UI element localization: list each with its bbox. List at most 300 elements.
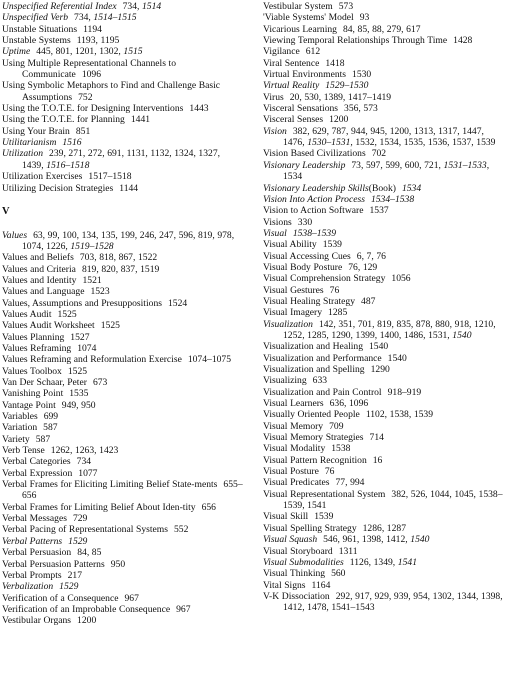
index-entry — [263, 80, 505, 91]
index-page-refs — [22, 230, 234, 252]
index-page-refs — [352, 69, 371, 80]
index-entry — [2, 524, 244, 535]
index-page-refs — [68, 366, 87, 377]
index-page-refs — [62, 137, 81, 148]
page-ref: 1525 — [100, 320, 120, 332]
index-page-refs — [77, 343, 96, 354]
index-entry — [263, 511, 505, 522]
index-term: Visual Pattern Recognition — [263, 454, 367, 466]
page-ref: 1538 — [331, 443, 351, 455]
index-page-refs — [360, 12, 370, 23]
page-ref: 76, 129 — [348, 261, 378, 273]
index-page-refs — [101, 320, 120, 331]
page-ref: 77, 994 — [335, 477, 365, 489]
index-entry — [263, 58, 505, 69]
index-term: Vision — [263, 125, 287, 137]
page-ref: 382, 526, 1044, 1045, 1538–1539, 1541 — [283, 488, 503, 512]
index-page-refs — [339, 1, 353, 12]
index-page-refs — [293, 228, 336, 239]
page-ref: 1539 — [314, 511, 334, 523]
index-entry — [2, 58, 244, 81]
page-ref: 1540 — [410, 534, 430, 546]
index-entry — [263, 421, 505, 432]
index-term: Values and Criteria — [2, 263, 76, 275]
index-entry — [263, 103, 505, 114]
index-column-right — [263, 1, 505, 614]
index-term: Utilization — [2, 148, 44, 160]
index-entry — [263, 319, 505, 342]
page-ref: 587 — [43, 422, 58, 434]
index-page-refs — [68, 536, 87, 547]
page-ref: 20, 530, 1389, 1417–1419 — [289, 91, 392, 103]
index-entry — [263, 228, 505, 239]
index-page-refs — [339, 546, 358, 557]
index-term: Visual Imagery — [263, 307, 323, 319]
index-page-refs — [453, 35, 472, 46]
index-entry — [2, 264, 244, 275]
index-entry — [263, 239, 505, 250]
index-page-refs — [70, 332, 89, 343]
index-entry — [263, 534, 505, 545]
index-term: Vantage Point — [2, 399, 56, 411]
index-page-refs — [124, 593, 138, 604]
index-term: V-K Dissociation — [263, 590, 330, 602]
index-entry — [263, 557, 505, 568]
index-entry — [263, 409, 505, 420]
index-page-refs — [44, 411, 58, 422]
index-entry — [263, 262, 505, 273]
index-term: Values, Assumptions and Presuppositions — [2, 297, 162, 309]
index-entry — [263, 353, 505, 364]
page-ref: 655–656 — [22, 479, 243, 502]
index-page-refs — [348, 262, 377, 273]
index-page-refs — [90, 286, 109, 297]
page-ref: 1443 — [189, 103, 209, 115]
index-page-refs — [62, 400, 96, 411]
page-ref: 16 — [372, 454, 383, 466]
index-entry — [263, 69, 505, 80]
index-entry — [2, 80, 244, 103]
page-ref: 1539 — [322, 239, 342, 251]
index-term: Values and Language — [2, 286, 85, 298]
index-entry — [2, 12, 244, 23]
index-page-refs — [314, 511, 333, 522]
index-term: Visual Predicates — [263, 477, 330, 489]
index-page-refs — [283, 126, 495, 148]
index-term: Viewing Temporal Relationships Through Time — [263, 35, 448, 47]
index-page-refs — [59, 581, 78, 592]
index-entry — [2, 252, 244, 263]
index-term: Verification of an Improbable Consequence — [2, 603, 171, 615]
page-ref: 1285 — [328, 307, 348, 319]
index-page-refs — [343, 24, 421, 35]
page-ref: 1286, 1287 — [362, 522, 406, 534]
page-ref: 1527 — [70, 331, 90, 343]
index-term: Visual Storyboard — [263, 545, 333, 557]
index-term: Using the T.O.T.E. for Designing Interventions — [2, 103, 184, 115]
index-term: Values — [2, 229, 28, 241]
index-term: Values Reframing — [2, 342, 72, 354]
index-term: Using the T.O.T.E. for Planning — [2, 114, 125, 126]
page-ref: 656 — [201, 501, 216, 513]
index-page-refs — [76, 126, 90, 137]
index-term: Verb Tense — [2, 445, 45, 457]
index-page-refs — [68, 570, 82, 581]
index-page-refs — [111, 559, 125, 570]
index-page-refs — [88, 171, 131, 182]
index-entry — [263, 92, 505, 103]
index-term: 'Viable Systems' Model — [263, 12, 354, 24]
index-page-refs — [391, 273, 410, 284]
index-entry — [263, 46, 505, 57]
index-entry — [2, 559, 244, 570]
index-entry — [2, 332, 244, 343]
index-entry — [263, 523, 505, 534]
index-term: Verbal Frames for Eliciting Limiting Belief State-ments — [2, 479, 218, 491]
page-ref: 949, 950 — [61, 399, 96, 411]
index-entry — [263, 194, 505, 205]
index-page-refs — [325, 466, 335, 477]
index-page-refs — [51, 445, 119, 456]
index-entry — [2, 468, 244, 479]
index-entry — [263, 432, 505, 443]
page-ref: , 1534 — [283, 159, 490, 183]
index-page-refs — [325, 80, 368, 91]
index-page-refs — [283, 319, 496, 341]
index-term: Values Planning — [2, 331, 65, 343]
index-entry — [263, 148, 505, 159]
index-term: Vestibular System — [263, 1, 333, 12]
index-entry — [2, 388, 244, 399]
page-ref: 6, 7, 76 — [356, 250, 386, 262]
index-term: Unstable Systems — [2, 35, 71, 47]
index-entry — [2, 513, 244, 524]
page-ref: 1126, 1349, — [349, 556, 398, 568]
index-page-refs — [331, 568, 345, 579]
index-entry — [2, 343, 244, 354]
index-page-refs — [77, 615, 96, 626]
index-page-refs — [388, 353, 407, 364]
index-entry — [2, 570, 244, 581]
index-page-refs — [77, 547, 101, 558]
page-ref: 612 — [305, 46, 321, 58]
page-ref: 699 — [43, 411, 59, 423]
page-ref: 1535 — [69, 388, 89, 400]
index-entry — [2, 24, 244, 35]
index-term: Utilitarianism — [2, 137, 57, 149]
page-ref: 918–919 — [387, 386, 422, 398]
index-entry — [263, 35, 505, 46]
page-ref: 1428 — [453, 35, 473, 47]
index-entry — [2, 137, 244, 148]
page-ref: 76 — [324, 466, 335, 478]
index-page-refs — [22, 148, 220, 170]
index-column-left — [2, 1, 244, 627]
index-entry — [263, 251, 505, 262]
index-page-refs — [78, 468, 97, 479]
index-term: Verbal Categories — [2, 456, 71, 468]
page-ref: 1540 — [387, 352, 407, 364]
page-ref: 734, — [74, 12, 94, 24]
page-ref: 1418 — [325, 57, 345, 69]
page-ref: 1534–1538 — [370, 193, 415, 205]
index-page-refs — [73, 513, 87, 524]
index-page-refs — [313, 375, 327, 386]
page-ref: 709 — [329, 420, 344, 432]
index-term: Van Der Schaar, Peter — [2, 377, 87, 388]
index-term: Using Multiple Representational Channels to Communicate — [2, 57, 176, 81]
index-entry — [2, 354, 244, 365]
index-term: Vision to Action Software — [263, 205, 364, 217]
page-ref: 1262, 1263, 1423 — [50, 445, 119, 457]
index-page-refs — [74, 12, 137, 23]
index-entry — [263, 24, 505, 35]
page-ref: 1077 — [78, 467, 98, 479]
page-ref: 1144 — [119, 182, 139, 194]
index-term: Verbal Persuasion Patterns — [2, 558, 105, 570]
index-page-refs — [329, 114, 348, 125]
page-ref: 1529–1530 — [325, 80, 369, 92]
spacer — [2, 218, 244, 229]
index-page-refs — [369, 341, 388, 352]
index-page-refs — [82, 275, 101, 286]
page-ref: 967 — [124, 592, 139, 604]
index-term: Values Toolbox — [2, 365, 62, 377]
page-ref: 1537 — [369, 205, 389, 217]
index-entry — [2, 411, 244, 422]
page-ref: 1516–1518 — [46, 159, 90, 171]
page-ref: 1529 — [59, 581, 79, 593]
index-page-refs — [328, 307, 347, 318]
index-page-refs — [176, 604, 190, 615]
spacer — [2, 194, 244, 205]
index-entry — [2, 183, 244, 194]
index-page-refs — [82, 69, 101, 80]
index-page-refs — [402, 183, 421, 194]
index-term: Visual Healing Strategy — [263, 295, 356, 307]
index-entry — [263, 477, 505, 488]
index-entry — [263, 217, 505, 228]
index-page-refs — [188, 354, 231, 365]
page-ref: 84, 85 — [77, 547, 102, 559]
index-page-refs — [131, 114, 150, 125]
index-entry — [263, 443, 505, 454]
index-term: Visual Modality — [263, 443, 326, 455]
page-ref: 1074 — [77, 342, 97, 354]
index-page-refs — [312, 580, 331, 591]
page-ref: 1514 — [141, 1, 162, 12]
index-entry — [2, 126, 244, 137]
index-page-refs — [330, 398, 369, 409]
index-page-refs — [202, 502, 216, 513]
index-entry — [2, 148, 244, 171]
index-page-refs — [36, 46, 142, 57]
page-ref: 1530–1531 — [307, 137, 351, 149]
index-term: Virtual Reality — [263, 80, 320, 92]
index-page-refs — [350, 557, 417, 568]
index-term: Variation — [2, 422, 38, 434]
index-entry — [263, 273, 505, 284]
index-page-refs — [119, 183, 138, 194]
index-term: Unstable Situations — [2, 23, 78, 35]
index-entry — [2, 320, 244, 331]
page-ref: 1200 — [77, 615, 97, 627]
index-term: Visionary Leadership Skills — [263, 182, 369, 194]
page-ref: 1519–1528 — [70, 240, 114, 252]
page-ref: 1514–1515 — [93, 12, 137, 24]
index-page-refs — [189, 103, 208, 114]
page-ref: , 1532, 1534, 1535, 1536, 1537, 1539 — [350, 137, 496, 149]
index-term: Visual Submodalities — [263, 556, 344, 568]
index-term: Vicarious Learning — [263, 23, 337, 35]
index-term: Verbal Persuasion — [2, 547, 72, 559]
index-term: Values Audit — [2, 308, 52, 320]
index-page-refs — [80, 252, 157, 263]
index-page-refs — [77, 35, 120, 46]
page-ref: 702 — [371, 148, 387, 160]
index-term: Utilization Exercises — [2, 171, 83, 183]
index-page-refs — [306, 46, 320, 57]
page-ref: 1096 — [81, 69, 102, 81]
index-entry — [2, 536, 244, 547]
index-term: Variety — [2, 433, 30, 445]
index-page-refs — [330, 285, 340, 296]
index-entry — [2, 171, 244, 182]
index-term: Visual Learners — [263, 398, 324, 410]
page-ref: 330 — [297, 216, 313, 228]
page-ref: 142, 351, 701, 819, 835, 878, 880, 918, 1210, 1252, 1285, 1290, 1399, 1400, 1486, 1531, — [283, 318, 496, 341]
section-letter-heading: V — [2, 206, 10, 218]
page-ref: 1102, 1538, 1539 — [365, 409, 434, 421]
index-page-refs — [82, 264, 159, 275]
index-entry — [263, 580, 505, 591]
index-page-refs — [388, 387, 422, 398]
index-term: Visualization and Healing — [263, 341, 363, 353]
index-entry — [263, 205, 505, 216]
index-entry — [2, 479, 244, 502]
index-page-refs — [168, 298, 187, 309]
index-entry — [2, 593, 244, 604]
index-page-refs — [325, 58, 344, 69]
index-entry — [2, 275, 244, 286]
page-ref: 636, 1096 — [329, 398, 369, 410]
index-entry — [2, 615, 244, 626]
index-page-refs — [174, 524, 188, 535]
index-entry — [263, 160, 505, 183]
index-entry — [2, 114, 244, 125]
index-page-refs — [36, 434, 50, 445]
index-term: Values Audit Worksheet — [2, 320, 95, 332]
index-entry — [263, 546, 505, 557]
page-ref: 1074–1075 — [187, 354, 231, 366]
index-page-refs — [323, 534, 429, 545]
index-term: Visual Comprehension Strategy — [263, 273, 386, 285]
page-ref: 1530 — [352, 69, 372, 81]
index-page-refs — [366, 409, 433, 420]
page-ref: 752 — [78, 91, 93, 103]
index-page-refs — [123, 1, 162, 12]
index-term: Visionary Leadership — [263, 159, 346, 171]
index-term: Vestibular Organs — [2, 615, 72, 627]
page-ref: 1311 — [338, 545, 358, 557]
page-ref: 967 — [176, 603, 191, 615]
index-term: Visual Gestures — [263, 284, 324, 296]
index-page-refs — [329, 421, 343, 432]
page-ref: 292, 917, 929, 939, 954, 1302, 1344, 1398, 1412, 1478, 1541–1543 — [283, 590, 503, 614]
index-term: Unspecified Referential Index — [2, 1, 117, 12]
page-ref: 1531–1533 — [443, 159, 487, 171]
index-term: Virus — [263, 91, 284, 103]
index-entry — [263, 307, 505, 318]
index-entry — [263, 489, 505, 512]
page-ref: 1164 — [311, 579, 331, 591]
page-ref: 487 — [361, 295, 376, 307]
page-ref: 1200 — [329, 114, 349, 126]
index-term: Visualization — [263, 318, 313, 330]
index-page-refs — [372, 148, 386, 159]
index-term: Visual Skill — [263, 511, 309, 523]
page-ref: 1529 — [68, 535, 88, 547]
index-entry — [2, 434, 244, 445]
index-entry — [263, 183, 505, 194]
index-page-refs — [371, 194, 414, 205]
page-ref: 382, 629, 787, 944, 945, 1200, 1313, 1317, 1447, 1476, — [283, 125, 484, 149]
index-entry — [263, 1, 505, 12]
page-ref: 714 — [369, 432, 384, 444]
index-term: Verbal Prompts — [2, 569, 62, 581]
index-page-refs — [369, 205, 388, 216]
index-page-refs — [373, 455, 383, 466]
index-term: Visual Accessing Cues — [263, 250, 351, 262]
index-term: Visually Oriented People — [263, 409, 360, 421]
index-entry — [2, 46, 244, 57]
index-entry — [263, 591, 505, 614]
page-ref: 587 — [35, 433, 51, 445]
index-term: Values and Identity — [2, 274, 77, 286]
index-term: Visualization and Spelling — [263, 364, 365, 375]
index-entry — [2, 377, 244, 388]
page-ref: 1290 — [370, 364, 390, 375]
index-term: Visual Thinking — [263, 568, 326, 580]
page-ref: 734 — [76, 456, 92, 468]
page-ref: 1515 — [123, 46, 143, 58]
index-entry — [263, 568, 505, 579]
index-term: Verbal Frames for Limiting Belief About Iden-tity — [2, 501, 196, 513]
index-page-refs — [290, 92, 391, 103]
page-ref: 673 — [92, 377, 108, 388]
index-entry — [263, 387, 505, 398]
index-page-refs — [363, 523, 406, 534]
page-ref: 1540 — [452, 329, 472, 341]
page-ref: 93 — [359, 12, 370, 24]
index-entry — [2, 456, 244, 467]
page-ref: 1540 — [369, 341, 389, 353]
index-entry — [263, 296, 505, 307]
index-page-refs — [58, 309, 77, 320]
index-term: Vanishing Point — [2, 388, 64, 400]
index-page-refs — [83, 24, 102, 35]
index-term: Using Symbolic Metaphors to Find and Challenge Basic Assumptions — [2, 80, 221, 103]
index-term: Verbal Pacing of Representational Systems — [2, 524, 168, 536]
page-ref: 1194 — [83, 23, 102, 35]
page-ref: 1517–1518 — [88, 171, 132, 183]
index-page-refs — [344, 103, 378, 114]
index-term: Vigilance — [263, 46, 300, 58]
index-term: Verbalization — [2, 581, 54, 593]
index-term: Visual — [263, 227, 287, 239]
index-term: Values and Beliefs — [2, 252, 74, 264]
page-ref: 1441 — [130, 114, 151, 126]
